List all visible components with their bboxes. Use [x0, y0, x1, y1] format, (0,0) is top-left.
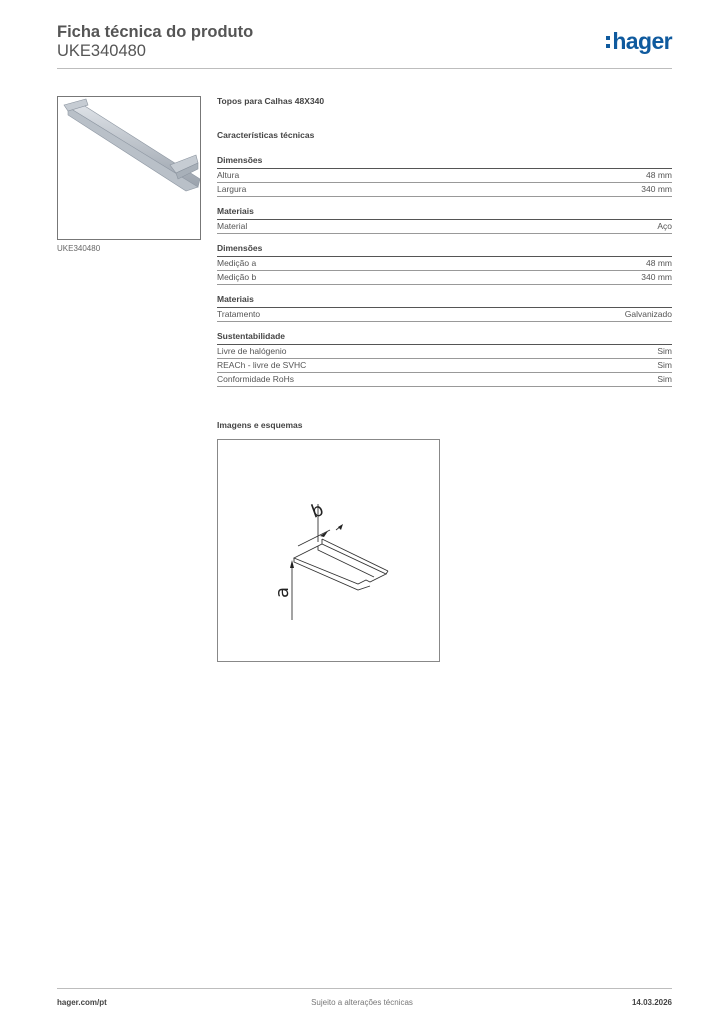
spec-value: 48 mm: [646, 258, 672, 268]
spec-row: [217, 271, 672, 285]
page-header: [57, 22, 672, 70]
spec-row: [217, 169, 672, 183]
spec-label: Altura: [217, 170, 240, 180]
images-heading: Imagens e esquemas: [217, 420, 303, 430]
spec-value: Galvanizado: [624, 309, 672, 319]
product-image: [57, 96, 201, 240]
spec-group-title: Dimensões: [217, 155, 672, 169]
hager-logo: [606, 28, 672, 54]
product-code: UKE340480: [57, 42, 146, 60]
footer-divider: [57, 988, 672, 989]
dimension-label-b: b: [308, 499, 327, 523]
spec-label: Largura: [217, 184, 247, 194]
spec-label: Medição b: [217, 272, 257, 282]
spec-row: [217, 183, 672, 197]
spec-group-dimensions: [217, 155, 672, 197]
spec-group-dimensions-measurements: [217, 243, 672, 285]
spec-label: Medição a: [217, 258, 257, 268]
product-image-caption: UKE340480: [57, 244, 101, 253]
spec-row: [217, 345, 672, 359]
spec-label: Tratamento: [217, 309, 261, 319]
spec-label: Conformidade RoHs: [217, 374, 295, 384]
spec-group-materials: [217, 206, 672, 234]
spec-label: REACh - livre de SVHC: [217, 360, 307, 370]
spec-label: Livre de halógenio: [217, 346, 287, 356]
spec-group-title: Materiais: [217, 206, 672, 220]
spec-value: 340 mm: [641, 184, 672, 194]
spec-row: [217, 373, 672, 387]
specs-panel: [217, 96, 672, 387]
spec-group-title: Materiais: [217, 294, 672, 308]
spec-row: [217, 308, 672, 322]
spec-value: Sim: [657, 374, 672, 384]
spec-group-title: Sustentabilidade: [217, 331, 672, 345]
spec-group-title: Dimensões: [217, 243, 672, 257]
spec-value: 340 mm: [641, 272, 672, 282]
logo-text: hager: [612, 28, 672, 54]
spec-row: [217, 220, 672, 234]
spec-value: 48 mm: [646, 170, 672, 180]
header-divider: [57, 68, 672, 69]
specs-heading: Características técnicas: [217, 130, 315, 140]
logo-dots-icon: [606, 36, 610, 48]
spec-group-materials-treatment: [217, 294, 672, 322]
spec-value: Sim: [657, 360, 672, 370]
spec-label: Material: [217, 221, 248, 231]
spec-row: [217, 257, 672, 271]
document-title: Ficha técnica do produto: [57, 23, 254, 41]
footer-notice: Sujeito a alterações técnicas: [311, 998, 413, 1007]
dimension-drawing: [217, 439, 440, 662]
product-name: Topos para Calhas 48X340: [217, 96, 325, 106]
dimension-label-a: a: [272, 586, 293, 598]
footer-date: 14.03.2026: [631, 998, 672, 1007]
footer-website-link[interactable]: hager.com/pt: [57, 998, 107, 1007]
spec-value: Sim: [657, 346, 672, 356]
spec-value: Aço: [657, 221, 672, 231]
spec-row: [217, 359, 672, 373]
spec-group-sustainability: [217, 331, 672, 387]
